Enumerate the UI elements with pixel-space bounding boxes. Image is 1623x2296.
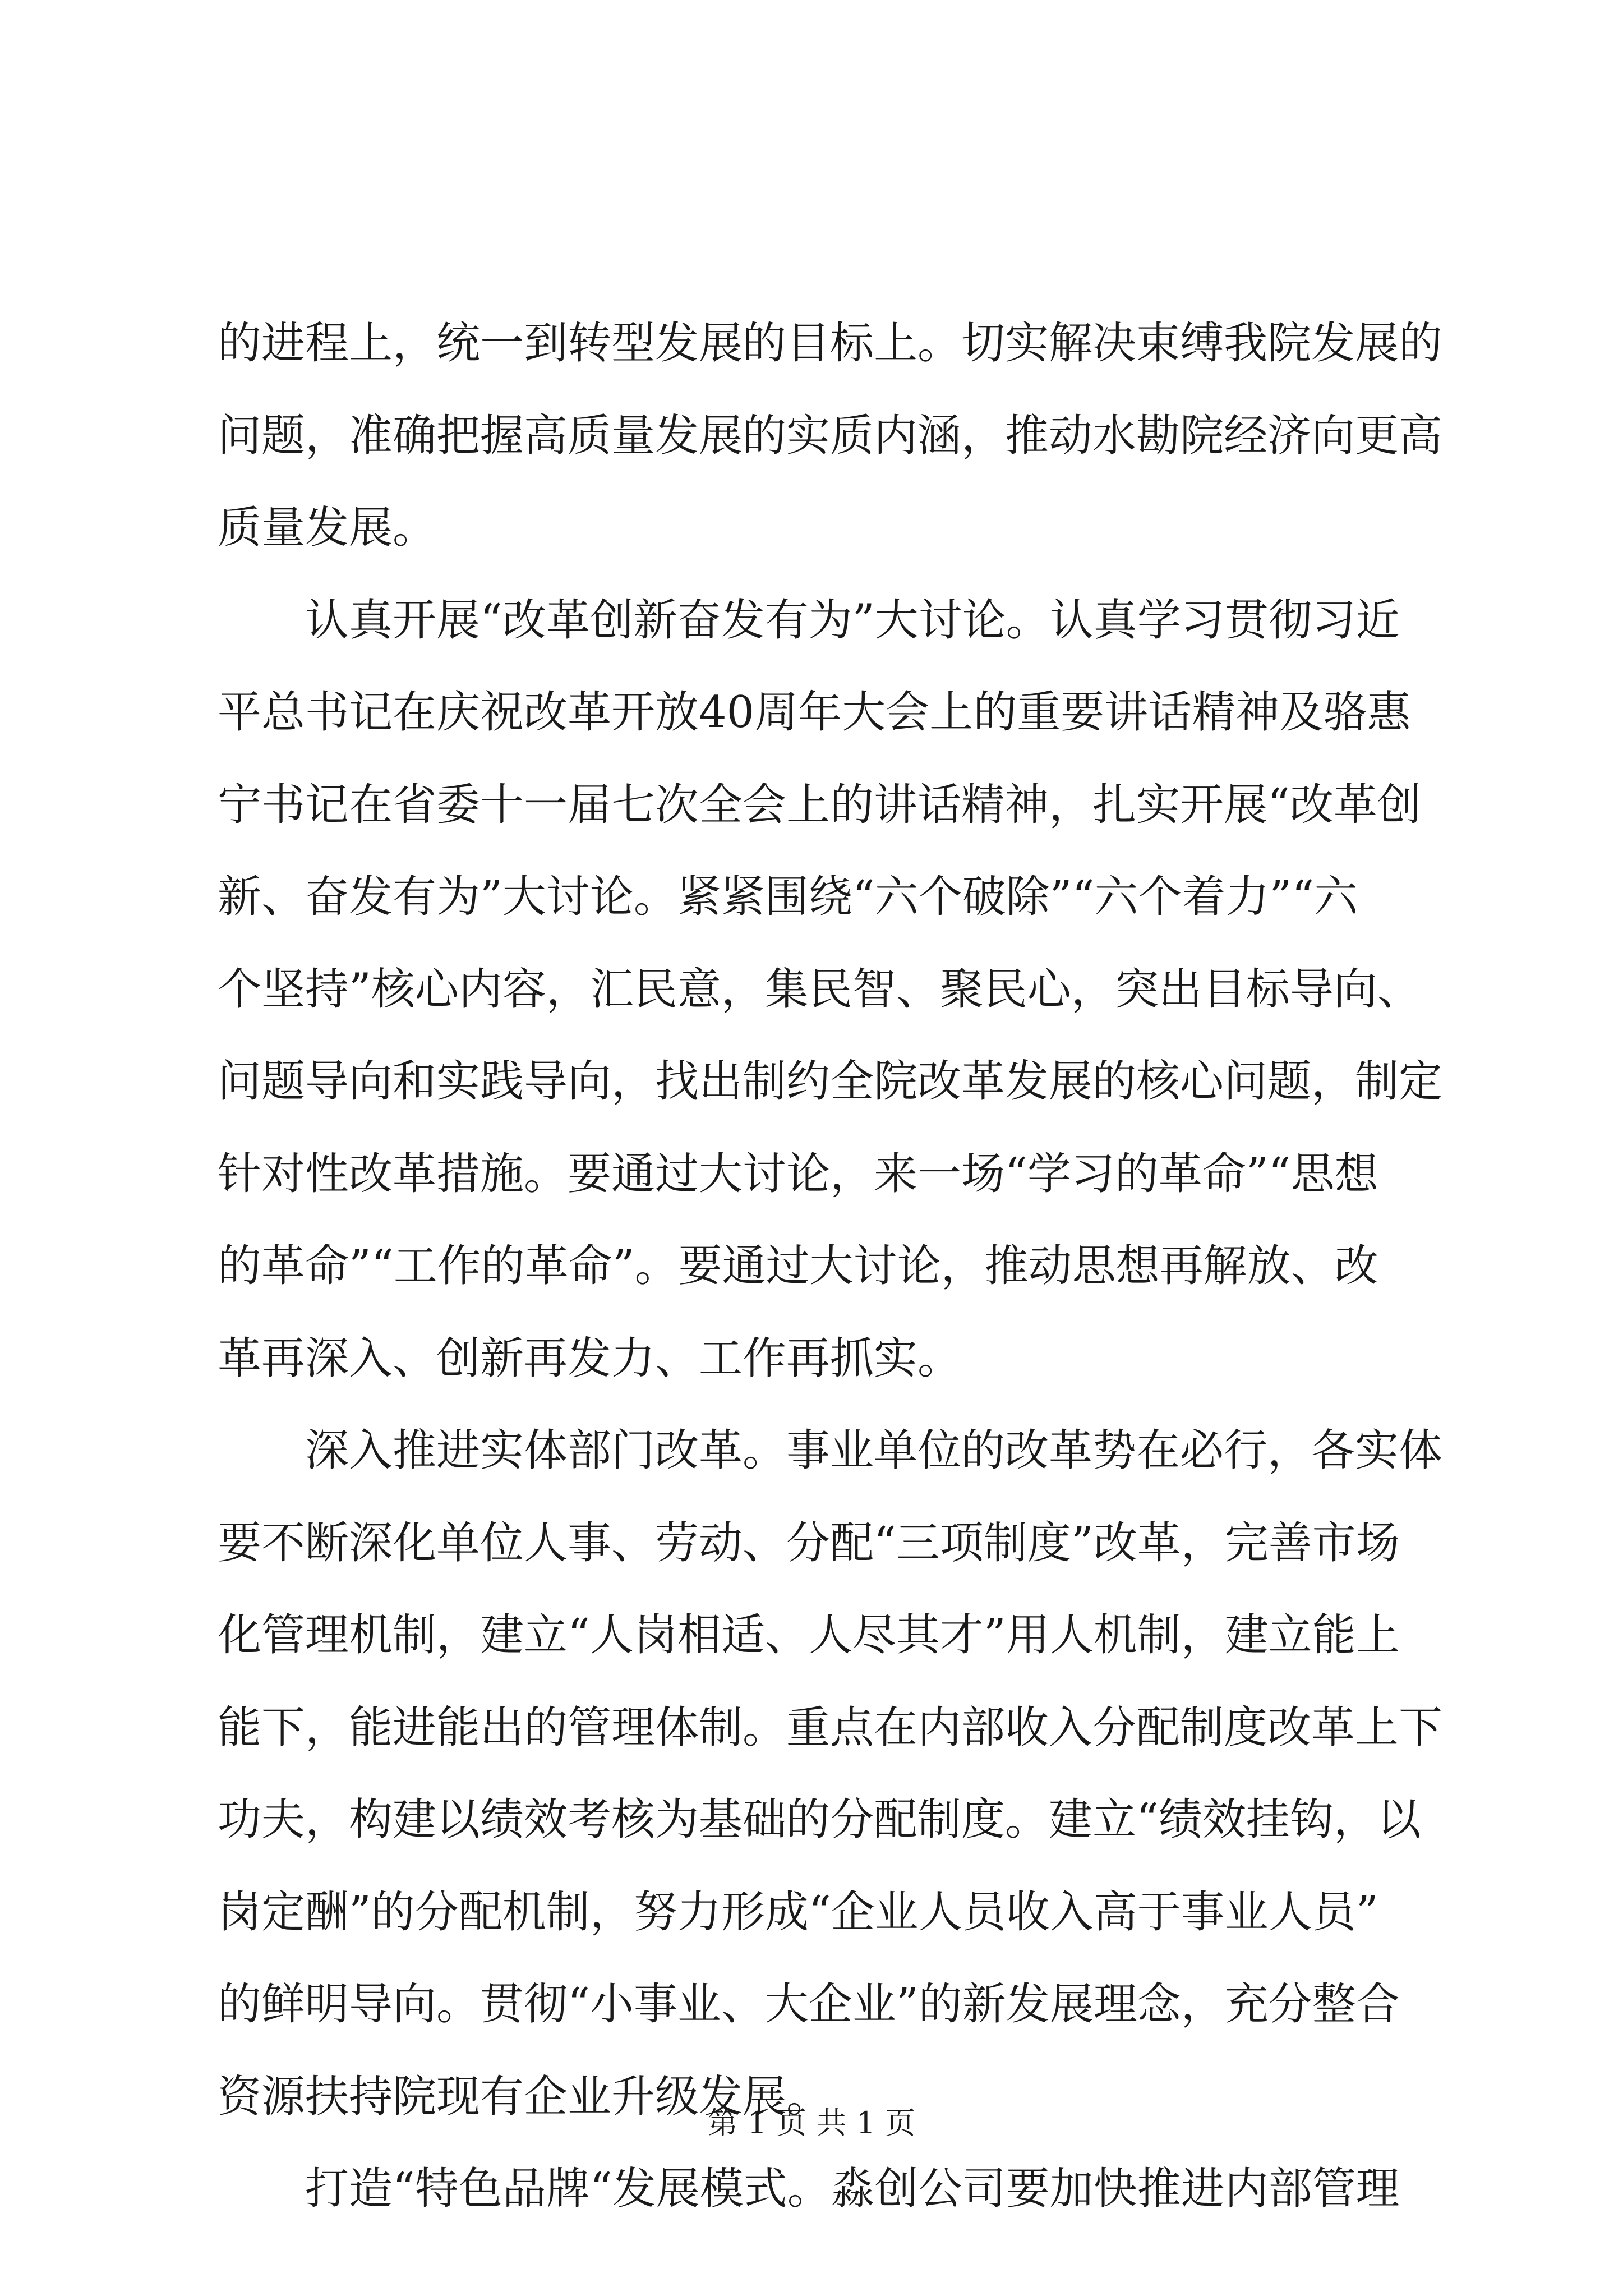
body-text — [218, 297, 1443, 2235]
text-line: 岗定酬”的分配机制，努力形成“企业人员收入高于事业人员” — [218, 1887, 1378, 1938]
text-line: 质量发展。 — [218, 503, 437, 553]
text-line: 宁书记在省委十一届七次全会上的讲话精神，扎实开展“改革创 — [218, 779, 1421, 830]
text-line: 的鲜明导向。贯彻“小事业、大企业”的新发展理念，充分整合 — [218, 1979, 1400, 2030]
text-line: 新、奋发有为”大讨论。紧紧围绕“六个破除”“六个着力”“六 — [218, 872, 1358, 922]
text-line: 革再深入、创新再发力、工作再抓实。 — [218, 1333, 962, 1384]
text-line: 针对性改革措施。要通过大讨论，来一场“学习的革命”“思想 — [218, 1148, 1378, 1199]
text-line: 平总书记在庆祝改革开放40周年大会上的重要讲话精神及骆惠 — [218, 687, 1411, 738]
text-line: 要不断深化单位人事、劳动、分配“三项制度”改革，完善市场 — [218, 1517, 1400, 1568]
text-line: 的革命”“工作的革命”。要通过大讨论，推动思想再解放、改 — [218, 1241, 1378, 1291]
text-line: 认真开展“改革创新奋发有为”大讨论。认真学习贯彻习近 — [218, 595, 1400, 646]
text-line: 资源扶持院现有企业升级发展。 — [218, 2071, 831, 2122]
text-line: 问题导向和实践导向，找出制约全院改革发展的核心问题，制定 — [218, 1056, 1443, 1107]
text-line: 的进程上，统一到转型发展的目标上。切实解决束缚我院发展的 — [218, 318, 1443, 369]
text-line: 深入推进实体部门改革。事业单位的改革势在必行，各实体 — [218, 1425, 1443, 1476]
text-line: 个坚持”核心内容，汇民意，集民智、聚民心，突出目标导向、 — [218, 964, 1421, 1015]
text-line: 能下，能进能出的管理体制。重点在内部收入分配制度改革上下 — [218, 1702, 1443, 1753]
text-line: 功夫，构建以绩效考核为基础的分配制度。建立“绩效挂钩，以 — [218, 1795, 1421, 1845]
text-line: 打造“特色品牌“发展模式。淼创公司要加快推进内部管理 — [218, 2164, 1400, 2214]
text-line: 化管理机制，建立“人岗相适、人尽其才”用人机制，建立能上 — [218, 1610, 1400, 1660]
text-line: 问题，准确把握高质量发展的实质内涵，推动水勘院经济向更高 — [218, 410, 1443, 461]
page-number-footer: 第 1 页 共 1 页 — [707, 2105, 916, 2141]
